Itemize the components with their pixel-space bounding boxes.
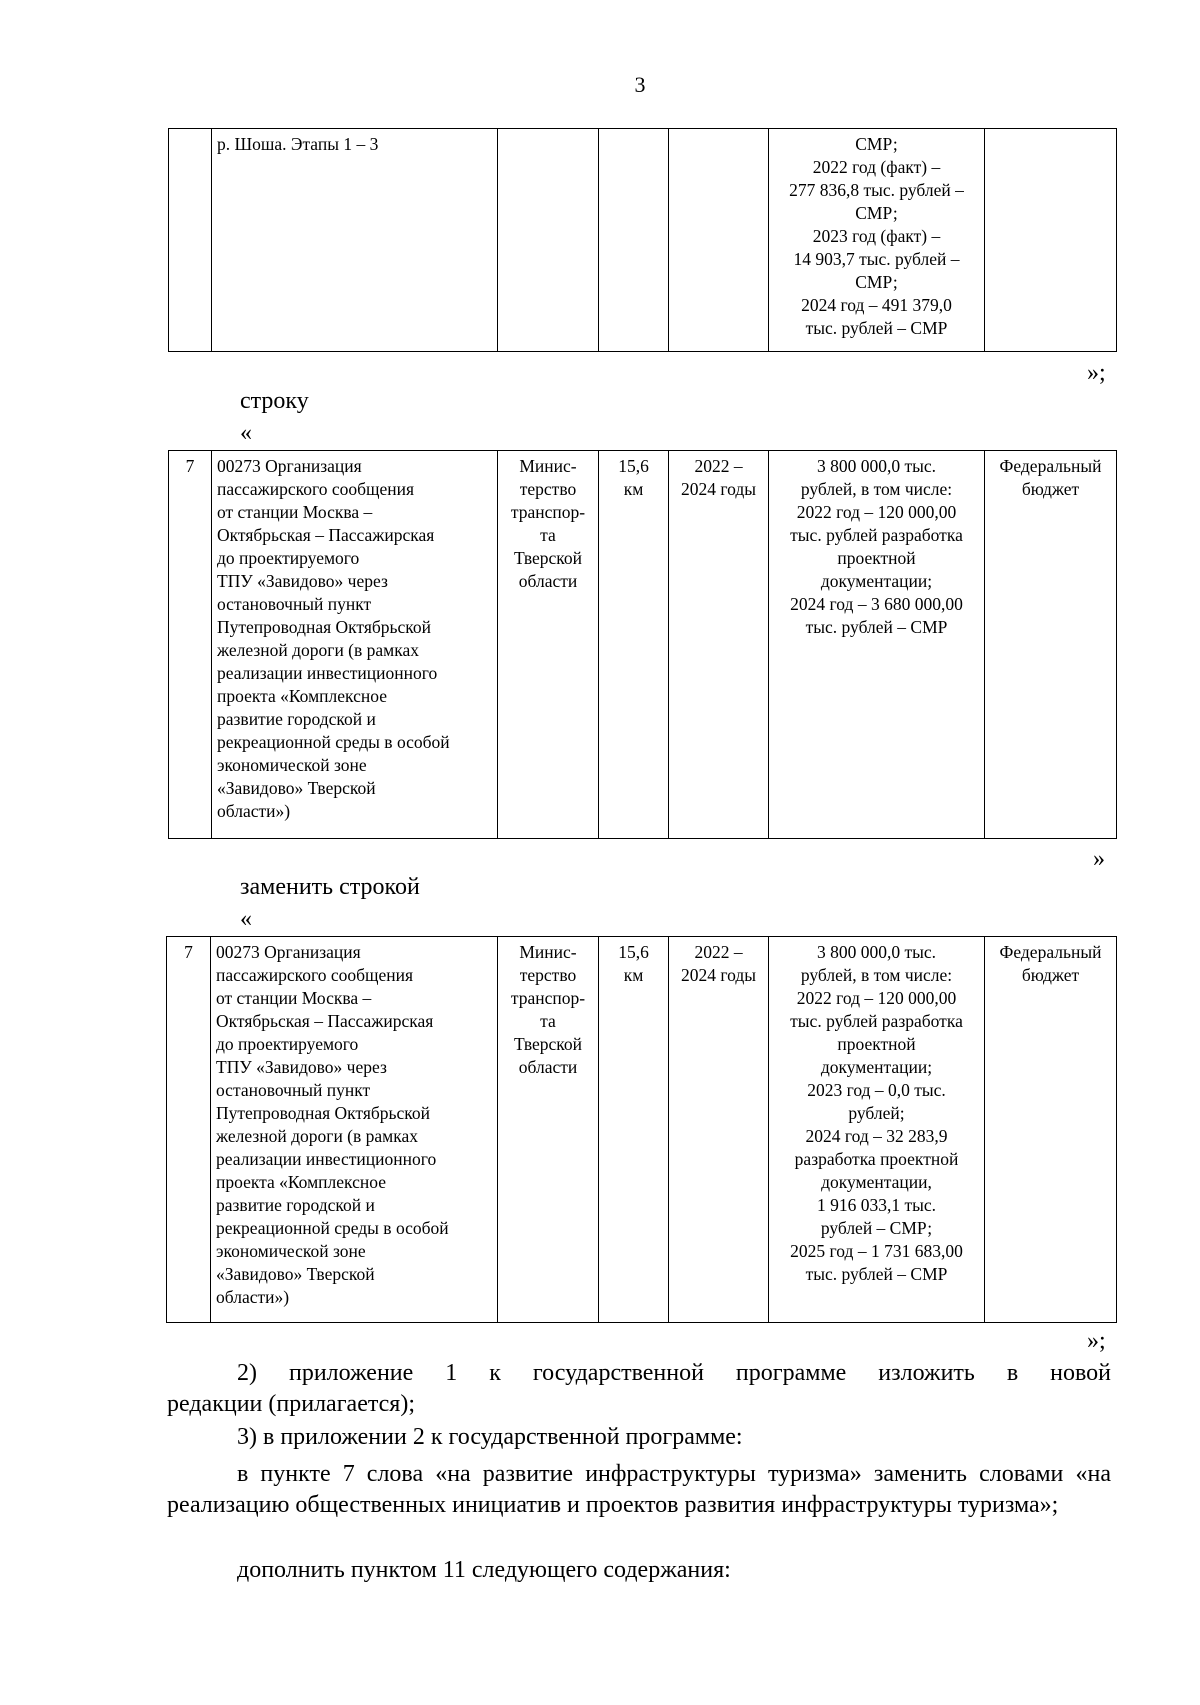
cell-org: Минис- терство транспор- та Тверской области — [498, 937, 599, 1323]
cell-years — [669, 129, 769, 352]
cell-finance: 3 800 000,0 тыс. рублей, в том числе: 2022 год – 120 000,00 тыс. рублей разработка проектной документации; 2023 год – 0,0 тыс. рублей; 2024 год – 32 283,9 разработка проектной документации, 1 916 033,1 тыс. рублей – СМР; 2025 год – 1 731 683,00 тыс. рублей – СМР — [769, 937, 985, 1323]
cell-name: р. Шоша. Этапы 1 – 3 — [212, 129, 498, 352]
close-quote: »; — [1087, 1328, 1106, 1354]
cell-name: 00273 Организация пассажирского сообщения от станции Москва – Октябрьская – Пассажирская до проектируемого ТПУ «Завидово» через остановочный пункт Путепроводная Октябрьской железной дороги (в рамках реализации инвестиционного проекта «Комплексное развитие городской и рекреационной среды в особой экономической зоне «Завидово» Тверской области») — [211, 937, 498, 1323]
label-row: строку — [240, 388, 309, 414]
table-new-row — [166, 936, 1117, 1323]
cell-name: 00273 Организация пассажирского сообщения от станции Москва – Октябрьская – Пассажирская до проектируемого ТПУ «Завидово» через остановочный пункт Путепроводная Октябрьской железной дороги (в рамках реализации инвестиционного проекта «Комплексное развитие городской и рекреационной среды в особой экономической зоне «Завидово» Тверской области») — [212, 451, 498, 839]
close-quote: » — [1093, 846, 1105, 872]
cell-finance: 3 800 000,0 тыс. рублей, в том числе: 2022 год – 120 000,00 тыс. рублей разработка проектной документации; 2024 год – 3 680 000,00 тыс. рублей – СМР — [769, 451, 985, 839]
cell-number: 7 — [167, 937, 211, 1323]
paragraph-appendix-2: 3) в приложении 2 к государственной программе: — [237, 1424, 743, 1450]
open-quote: « — [240, 906, 252, 932]
cell-org: Минис- терство транспор- та Тверской области — [498, 451, 599, 839]
close-quote: »; — [1087, 360, 1106, 386]
paragraph-appendix-1-cont: редакции (прилагается); — [167, 1391, 415, 1417]
open-quote: « — [240, 420, 252, 446]
table-row — [169, 451, 1117, 839]
cell-org — [498, 129, 599, 352]
table-row — [167, 937, 1117, 1323]
cell-number — [169, 129, 212, 352]
cell-number: 7 — [169, 451, 212, 839]
page-number: 3 — [634, 72, 646, 97]
cell-source: Федеральный бюджет — [985, 937, 1117, 1323]
cell-length: 15,6 км — [599, 451, 669, 839]
label-replace: заменить строкой — [240, 874, 420, 900]
paragraph-point-7: в пункте 7 слова «на развитие инфраструктуры туризма» заменить словами «на реализацию общественных инициатив и проектов развития инфраструктуры туризма»; — [167, 1461, 1111, 1518]
cell-finance: СМР; 2022 год (факт) – 277 836,8 тыс. рублей – СМР; 2023 год (факт) – 14 903,7 тыс. рублей – СМР; 2024 год – 491 379,0 тыс. рублей – СМР — [769, 129, 985, 352]
table-top — [168, 128, 1117, 352]
paragraph-point-11: дополнить пунктом 11 следующего содержания: — [237, 1557, 731, 1583]
table-old-row — [168, 450, 1117, 839]
cell-length: 15,6 км — [599, 937, 669, 1323]
paragraph-appendix-1: 2) приложение 1 к государственной программе изложить в новой — [237, 1360, 1111, 1386]
cell-years: 2022 – 2024 годы — [669, 451, 769, 839]
cell-source: Федеральный бюджет — [985, 451, 1117, 839]
cell-source — [985, 129, 1117, 352]
table-row — [169, 129, 1117, 352]
cell-length — [599, 129, 669, 352]
cell-years: 2022 – 2024 годы — [669, 937, 769, 1323]
